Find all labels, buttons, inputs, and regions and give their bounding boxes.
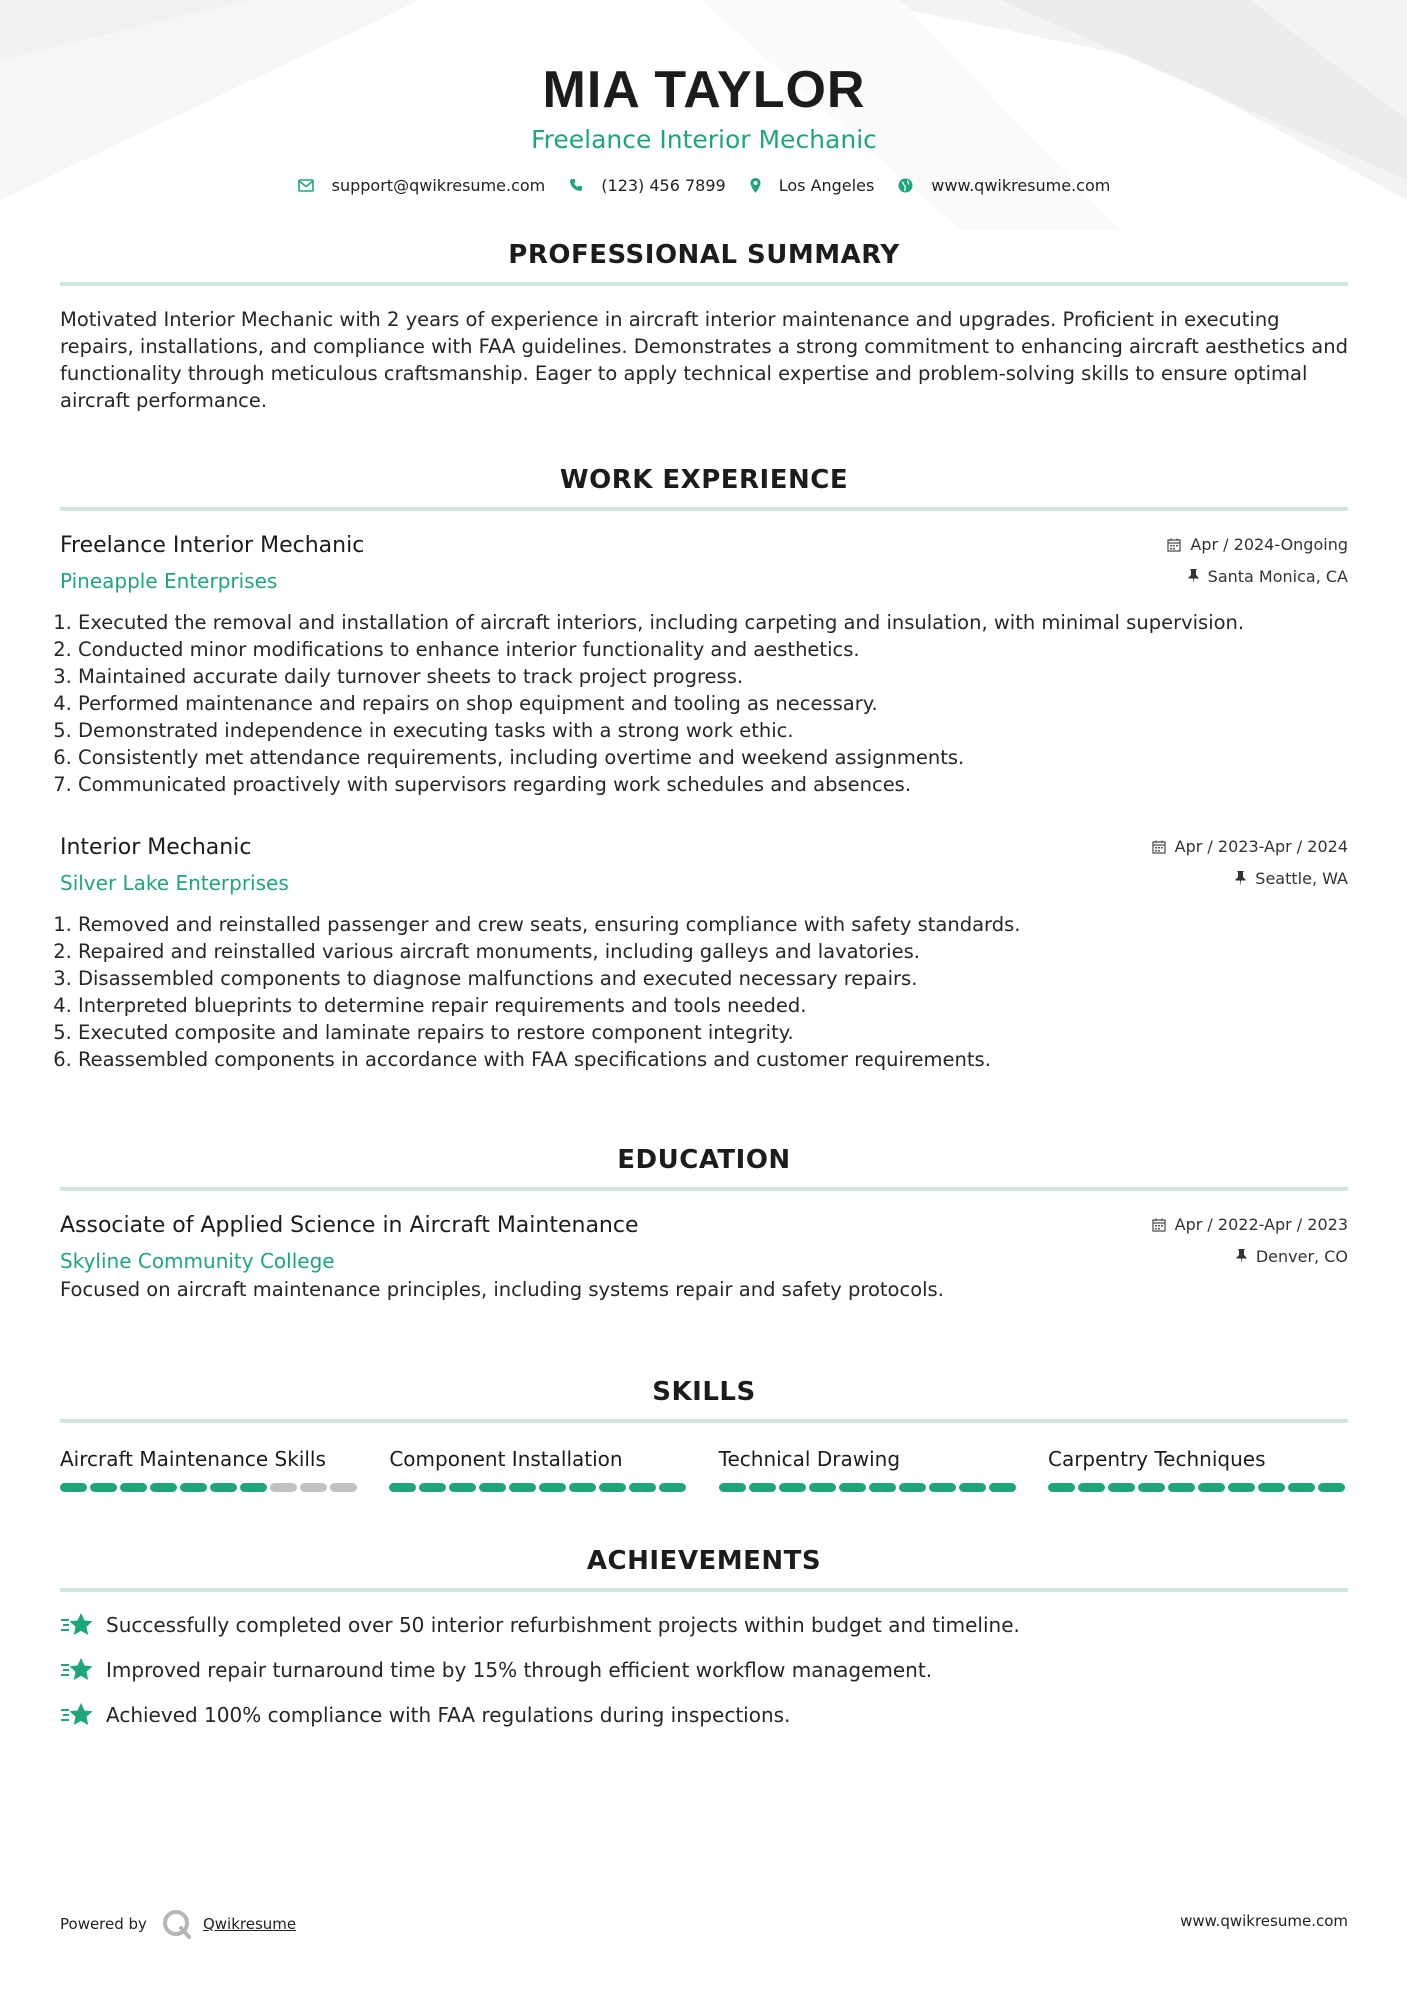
skill-segment-filled bbox=[1288, 1483, 1315, 1492]
skill-level-bar bbox=[60, 1483, 360, 1492]
section-divider bbox=[60, 1187, 1348, 1191]
qwikresume-logo-icon bbox=[161, 1908, 193, 1940]
education-title: EDUCATION bbox=[617, 1145, 791, 1175]
skill-segment-filled bbox=[659, 1483, 686, 1492]
achievements-title: ACHIEVEMENTS bbox=[586, 1546, 822, 1576]
job-bullet-list bbox=[60, 609, 1348, 798]
skill-segment-filled bbox=[839, 1483, 866, 1492]
skills-section bbox=[60, 1375, 1348, 1492]
candidate-name: MIA TAYLOR bbox=[542, 61, 866, 119]
skill-level-bar bbox=[719, 1483, 1019, 1492]
achievements-section bbox=[60, 1544, 1348, 1745]
skill-segment-filled bbox=[389, 1483, 416, 1492]
achievement-item bbox=[60, 1655, 1348, 1685]
section-divider bbox=[60, 507, 1348, 511]
skill-name: Aircraft Maintenance Skills bbox=[60, 1447, 326, 1471]
summary-text: Motivated Interior Mechanic with 2 years of experience in aircraft interior maintenance and upgrades. Proficient in executing repairs, installations, and compliance with FAA guidelines. Demonstrates a strong commitment to enhancing aircraft aesthetics and functionality through meticulous craftsmanship. Eager to apply technical expertise and problem-solving skills to ensure optimal aircraft performance. bbox=[60, 308, 1348, 412]
skill-segment-filled bbox=[240, 1483, 267, 1492]
list-item: 2. Repaired and reinstalled various aircraft monuments, including galleys and lavatories. bbox=[78, 938, 1348, 965]
skill-item bbox=[719, 1445, 1019, 1492]
experience-section bbox=[60, 463, 1348, 1073]
contact-website[interactable] bbox=[898, 176, 1110, 195]
contact-bar bbox=[60, 173, 1348, 197]
job-location bbox=[1188, 567, 1348, 586]
skill-segment-filled bbox=[869, 1483, 896, 1492]
list-item: 3. Maintained accurate daily turnover sheets to track project progress. bbox=[78, 663, 1348, 690]
skill-item bbox=[389, 1445, 689, 1492]
skill-segment-filled bbox=[60, 1483, 87, 1492]
skill-segment-filled bbox=[479, 1483, 506, 1492]
skill-segment-filled bbox=[1258, 1483, 1285, 1492]
skill-segment-filled bbox=[929, 1483, 956, 1492]
skill-segment-filled bbox=[899, 1483, 926, 1492]
skill-segment-filled bbox=[120, 1483, 147, 1492]
candidate-role: Freelance Interior Mechanic bbox=[531, 125, 877, 154]
job-location-text: Santa Monica, CA bbox=[1207, 567, 1348, 586]
skill-segment-filled bbox=[989, 1483, 1016, 1492]
list-item: 3. Disassembled components to diagnose malfunctions and executed necessary repairs. bbox=[78, 965, 1348, 992]
experience-title: WORK EXPERIENCE bbox=[559, 465, 849, 495]
star-award-icon bbox=[60, 1702, 94, 1728]
job-date bbox=[1167, 535, 1348, 554]
education-location-text: Denver, CO bbox=[1255, 1247, 1348, 1266]
list-item: 1. Removed and reinstalled passenger and crew seats, ensuring compliance with safety standards. bbox=[78, 911, 1348, 938]
skill-item bbox=[1048, 1445, 1348, 1492]
skill-segment-filled bbox=[210, 1483, 237, 1492]
skills-title: SKILLS bbox=[652, 1377, 756, 1407]
pushpin-icon bbox=[1188, 569, 1199, 584]
envelope-icon bbox=[298, 179, 314, 192]
job-location-text: Seattle, WA bbox=[1255, 869, 1348, 888]
skill-name: Component Installation bbox=[389, 1447, 623, 1471]
calendar-icon bbox=[1152, 1218, 1166, 1232]
list-item: 1. Executed the removal and installation of aircraft interiors, including carpeting and insulation, with minimal supervision. bbox=[78, 609, 1348, 636]
school-name: Skyline Community College bbox=[60, 1249, 335, 1273]
job-date bbox=[1152, 837, 1348, 856]
job-company: Pineapple Enterprises bbox=[60, 569, 278, 593]
star-award-icon bbox=[60, 1657, 94, 1683]
list-item: 4. Performed maintenance and repairs on shop equipment and tooling as necessary. bbox=[78, 690, 1348, 717]
section-divider bbox=[60, 282, 1348, 286]
achievement-item bbox=[60, 1700, 1348, 1730]
skill-level-bar bbox=[389, 1483, 689, 1492]
education-description: Focused on aircraft maintenance principles, including systems repair and safety protocols. bbox=[60, 1278, 944, 1301]
degree-title: Associate of Applied Science in Aircraft Maintenance bbox=[60, 1213, 639, 1238]
skills-list bbox=[60, 1445, 1348, 1492]
calendar-icon bbox=[1152, 840, 1166, 854]
education-location bbox=[1236, 1247, 1348, 1266]
calendar-icon bbox=[1167, 538, 1181, 552]
powered-by-label: Powered by bbox=[60, 1915, 147, 1933]
skill-segment-filled bbox=[419, 1483, 446, 1492]
skill-level-bar bbox=[1048, 1483, 1348, 1492]
skill-segment-filled bbox=[1108, 1483, 1135, 1492]
skill-segment-filled bbox=[1198, 1483, 1225, 1492]
skill-segment-filled bbox=[509, 1483, 536, 1492]
job-entry bbox=[60, 531, 1348, 798]
qwikresume-link[interactable]: Qwikresume bbox=[202, 1915, 297, 1933]
job-company: Silver Lake Enterprises bbox=[60, 871, 289, 895]
job-bullet-list bbox=[60, 911, 1348, 1073]
education-section bbox=[60, 1143, 1348, 1303]
education-date-text: Apr / 2022-Apr / 2023 bbox=[1174, 1215, 1348, 1234]
powered-by bbox=[60, 1908, 296, 1940]
list-item: 2. Conducted minor modifications to enhance interior functionality and aesthetics. bbox=[78, 636, 1348, 663]
pushpin-icon bbox=[1236, 1249, 1247, 1264]
skill-segment-filled bbox=[1228, 1483, 1255, 1492]
skill-item bbox=[60, 1445, 360, 1492]
summary-section bbox=[60, 238, 1348, 414]
skill-segment-filled bbox=[1078, 1483, 1105, 1492]
skill-segment-filled bbox=[809, 1483, 836, 1492]
job-date-text: Apr / 2024-Ongoing bbox=[1190, 535, 1348, 554]
skill-segment-filled bbox=[629, 1483, 656, 1492]
job-location bbox=[1235, 869, 1348, 888]
skill-segment-filled bbox=[1318, 1483, 1345, 1492]
list-item: 5. Executed composite and laminate repairs to restore component integrity. bbox=[78, 1019, 1348, 1046]
achievements-list bbox=[60, 1610, 1348, 1730]
achievement-text: Achieved 100% compliance with FAA regulations during inspections. bbox=[106, 1703, 791, 1727]
footer-website-link[interactable]: www.qwikresume.com bbox=[1180, 1912, 1348, 1930]
summary-title: PROFESSIONAL SUMMARY bbox=[508, 240, 900, 270]
skill-segment-filled bbox=[569, 1483, 596, 1492]
contact-email[interactable] bbox=[298, 176, 546, 195]
skill-segment-empty bbox=[300, 1483, 327, 1492]
resume-header bbox=[60, 0, 1348, 197]
map-pin-icon bbox=[750, 178, 761, 193]
job-entry bbox=[60, 833, 1348, 1073]
job-title: Interior Mechanic bbox=[60, 835, 252, 860]
contact-phone[interactable] bbox=[569, 176, 725, 195]
email-text: support@qwikresume.com bbox=[331, 175, 546, 195]
skill-segment-filled bbox=[959, 1483, 986, 1492]
skill-segment-empty bbox=[330, 1483, 357, 1492]
star-award-icon bbox=[60, 1612, 94, 1638]
globe-icon bbox=[898, 178, 913, 193]
list-item: 5. Demonstrated independence in executing tasks with a strong work ethic. bbox=[78, 717, 1348, 744]
skill-segment-filled bbox=[539, 1483, 566, 1492]
achievement-text: Successfully completed over 50 interior refurbishment projects within budget and timeline. bbox=[106, 1613, 1020, 1637]
skill-segment-filled bbox=[180, 1483, 207, 1492]
skill-segment-filled bbox=[779, 1483, 806, 1492]
education-date bbox=[1152, 1215, 1348, 1234]
skill-segment-filled bbox=[599, 1483, 626, 1492]
skill-segment-filled bbox=[449, 1483, 476, 1492]
skill-segment-filled bbox=[150, 1483, 177, 1492]
achievement-text: Improved repair turnaround time by 15% through efficient workflow management. bbox=[106, 1658, 933, 1682]
skill-segment-filled bbox=[1048, 1483, 1075, 1492]
skill-segment-filled bbox=[1168, 1483, 1195, 1492]
job-title: Freelance Interior Mechanic bbox=[60, 533, 365, 558]
skill-segment-empty bbox=[270, 1483, 297, 1492]
skill-name: Carpentry Techniques bbox=[1047, 1447, 1266, 1471]
location-text: Los Angeles bbox=[778, 175, 875, 195]
pushpin-icon bbox=[1235, 871, 1246, 886]
phone-icon bbox=[569, 178, 583, 192]
section-divider bbox=[60, 1419, 1348, 1423]
list-item: 6. Reassembled components in accordance with FAA specifications and customer requirements. bbox=[78, 1046, 1348, 1073]
website-text: www.qwikresume.com bbox=[931, 175, 1111, 195]
phone-text: (123) 456 7899 bbox=[601, 175, 726, 195]
skill-segment-filled bbox=[749, 1483, 776, 1492]
list-item: 4. Interpreted blueprints to determine repair requirements and tools needed. bbox=[78, 992, 1348, 1019]
skill-name: Technical Drawing bbox=[718, 1447, 901, 1471]
skill-segment-filled bbox=[90, 1483, 117, 1492]
achievement-item bbox=[60, 1610, 1348, 1640]
list-item: 7. Communicated proactively with supervisors regarding work schedules and absences. bbox=[78, 771, 1348, 798]
list-item: 6. Consistently met attendance requirements, including overtime and weekend assignments. bbox=[78, 744, 1348, 771]
skill-segment-filled bbox=[1138, 1483, 1165, 1492]
contact-location bbox=[750, 176, 875, 195]
section-divider bbox=[60, 1588, 1348, 1592]
page-footer bbox=[60, 1900, 1348, 1940]
skill-segment-filled bbox=[719, 1483, 746, 1492]
job-date-text: Apr / 2023-Apr / 2024 bbox=[1174, 837, 1348, 856]
